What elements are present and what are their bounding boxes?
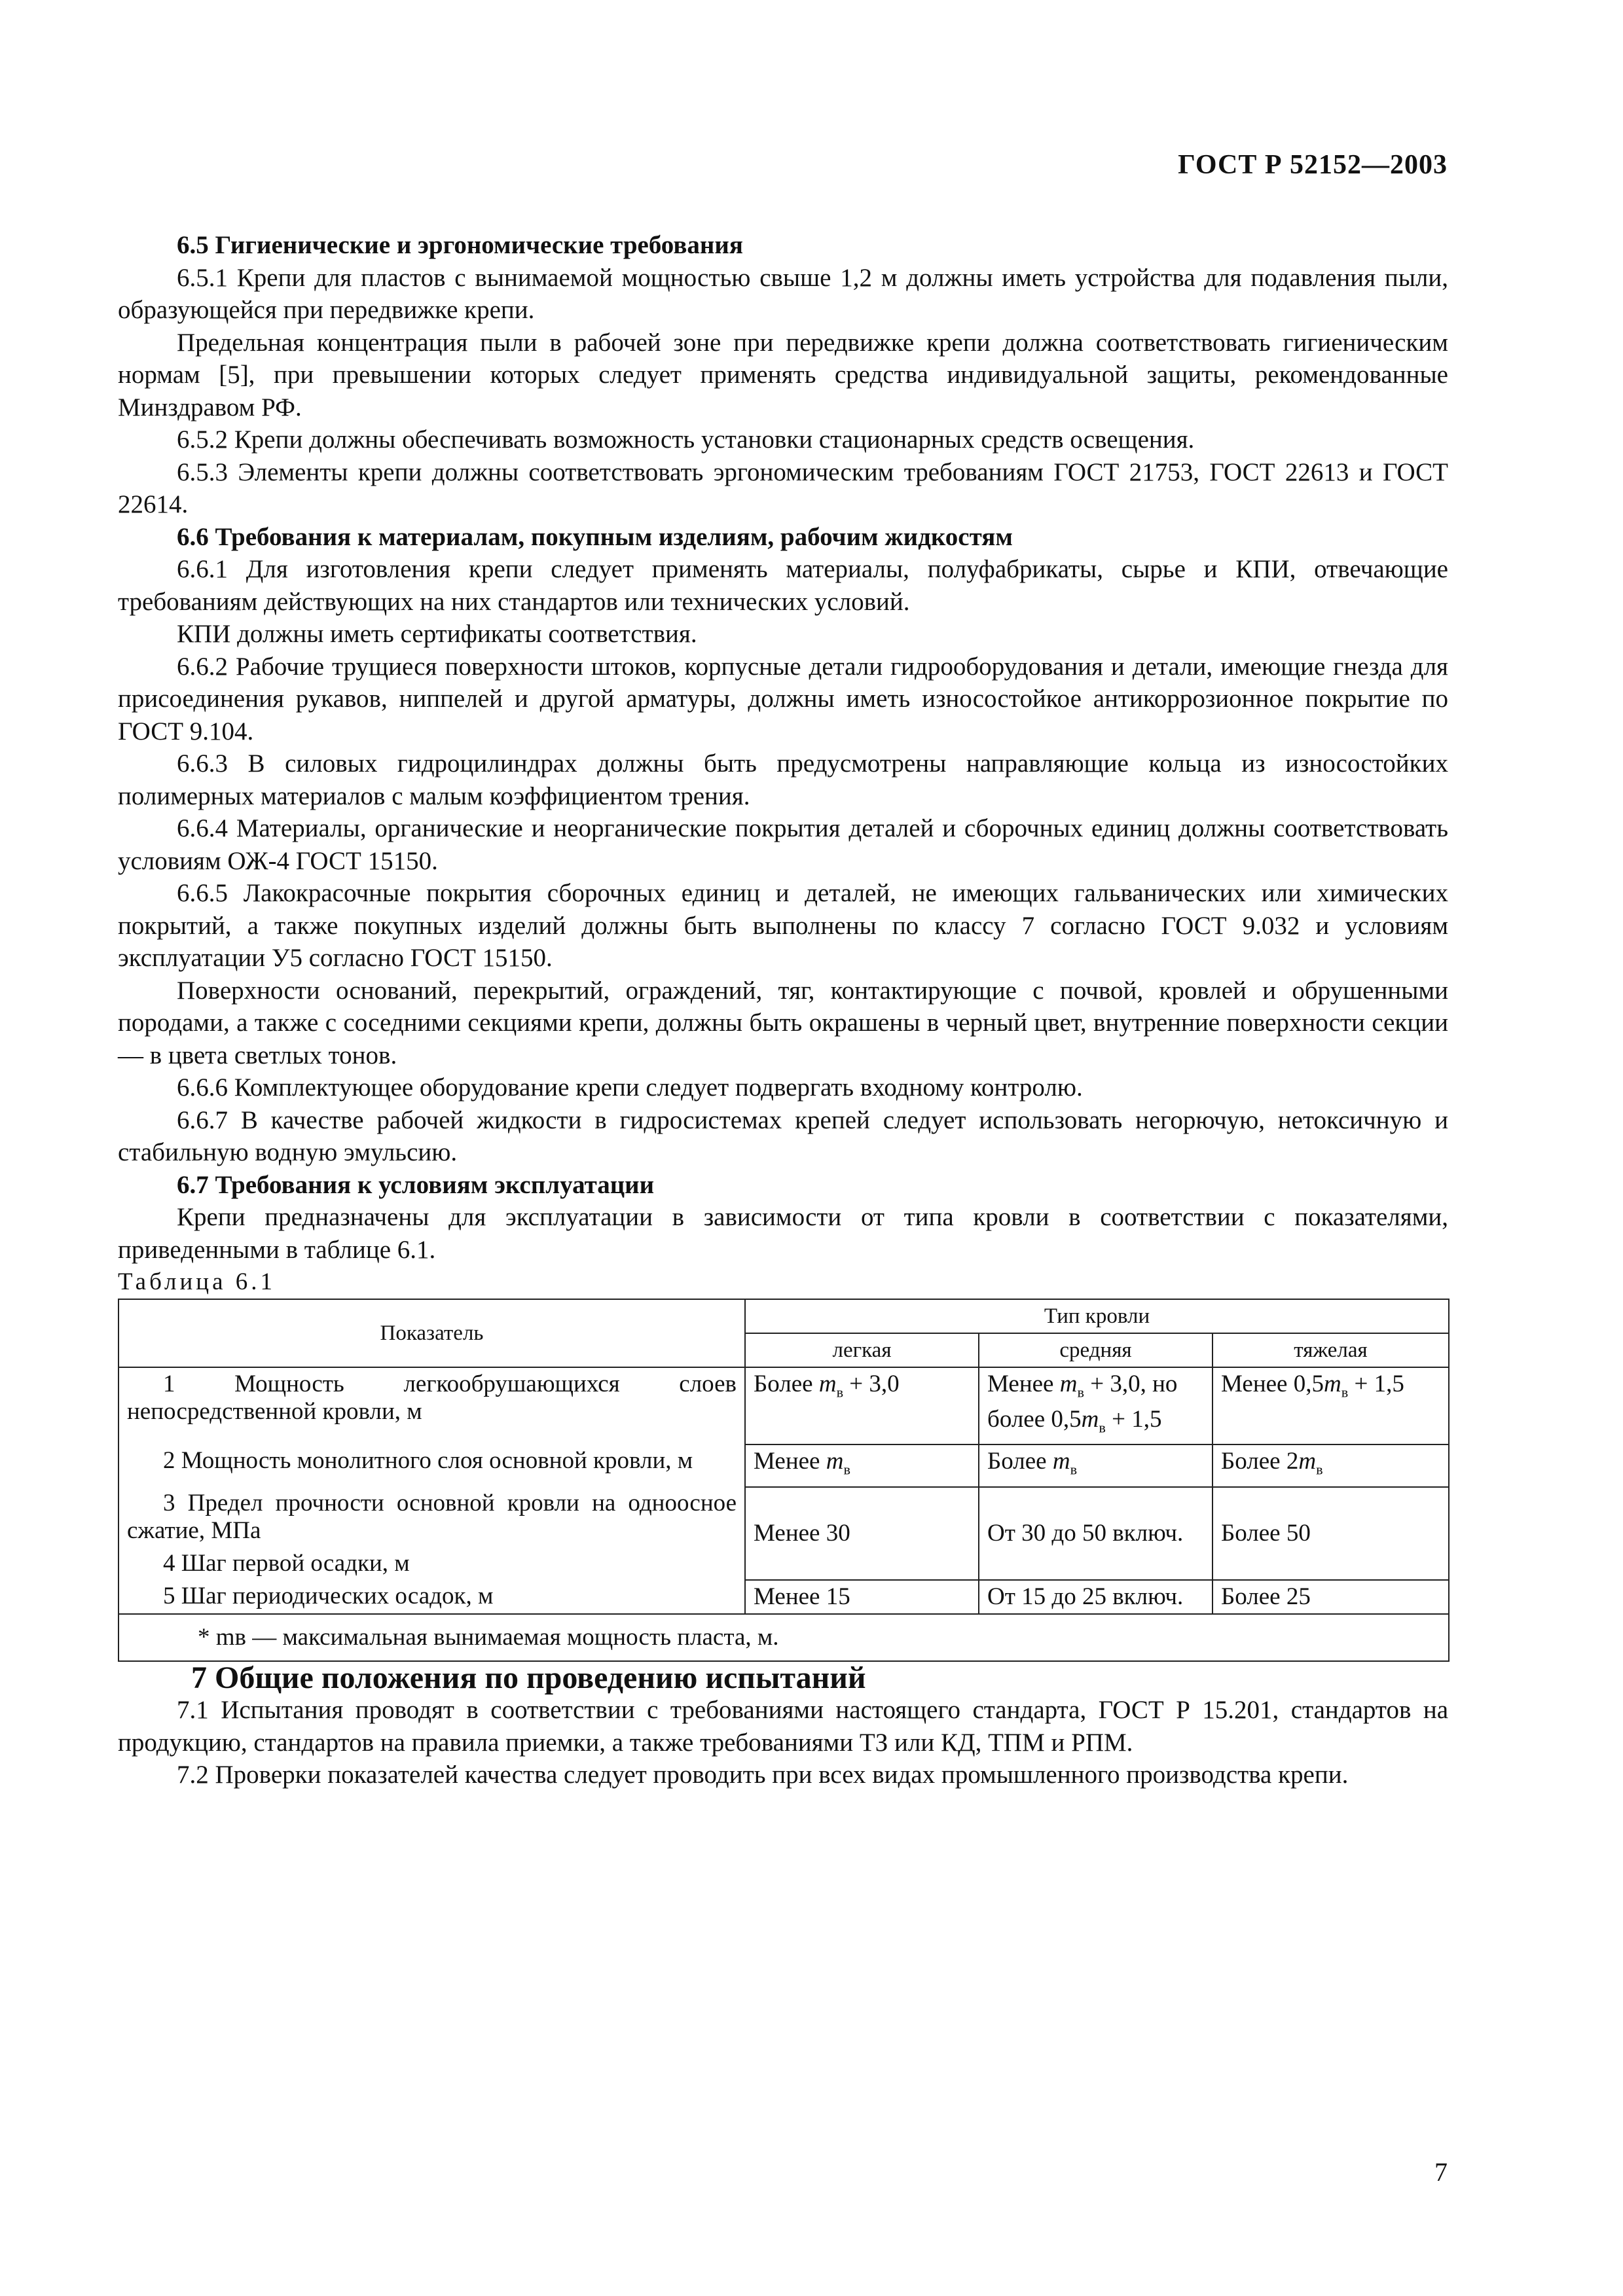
table-row bbox=[119, 1367, 1449, 1445]
table-footnote: * mв — максимальная вынимаемая мощность пласта, м. bbox=[119, 1614, 1449, 1661]
cell-heavy: Более $2m_в$ bbox=[1213, 1444, 1449, 1486]
row-label: 4 Шаг первой осадки, м bbox=[119, 1547, 745, 1580]
section-7-title: 7 Общие положения по проведению испытаний bbox=[191, 1660, 866, 1695]
cell-heavy: Более 25 bbox=[1213, 1580, 1449, 1614]
paragraph: Поверхности оснований, перекрытий, ограждений, тяг, контактирующие с почвой, кровлей и обрушенными породами, а также с соседними секциями крепи, должны быть окрашены в черный цвет, внутренние поверхности секции — в цвета светлых тонов. bbox=[118, 976, 1448, 1069]
cell-light: Менее $m_в$ bbox=[745, 1444, 979, 1486]
document-code: ГОСТ Р 52152—2003 bbox=[1178, 150, 1448, 180]
table-row bbox=[119, 1580, 1449, 1614]
cell-heavy: Менее $0,5m_в + 1,5$ bbox=[1213, 1367, 1449, 1445]
paragraph: 6.6.6 Комплектующее оборудование крепи следует подвергать входному контролю. bbox=[177, 1073, 1083, 1102]
table-6-1 bbox=[118, 1299, 1450, 1662]
page-number: 7 bbox=[1434, 2157, 1448, 2187]
paragraph: 6.6.1 Для изготовления крепи следует применять материалы, полуфабрикаты, сырье и КПИ, отвечающие требованиям действующих на них стандартов или технических условий. bbox=[118, 555, 1448, 616]
cell-medium: От 30 до 50 включ. bbox=[979, 1487, 1213, 1580]
cell-medium: Более $m_в$ bbox=[979, 1444, 1213, 1486]
cell-light: Более $m_в + 3,0$ bbox=[745, 1367, 979, 1445]
paragraph: 6.6.5 Лакокрасочные покрытия сборочных единиц и деталей, не имеющих гальванических или химических покрытий, а также покупных изделий должны быть выполнены по классу 7 согласно ГОСТ 9.032 и условиям эксплуатации У5 согласно ГОСТ 15150. bbox=[118, 879, 1448, 972]
cell-medium: От 15 до 25 включ. bbox=[979, 1580, 1213, 1614]
paragraph: Предельная концентрация пыли в рабочей зоне при передвижке крепи должна соответствовать гигиеническим нормам [5], при превышении которых следует применять средства индивидуальной защиты, рекомендованные Минздравом РФ. bbox=[118, 328, 1448, 422]
header-heavy: тяжелая bbox=[1213, 1333, 1449, 1367]
table-footnote-row bbox=[119, 1614, 1449, 1661]
table-caption: Таблица 6.1 bbox=[118, 1268, 276, 1295]
header-light: легкая bbox=[745, 1333, 979, 1367]
cell-medium: Менее $m_в + 3,0$, но более $0,5m_в + 1,5$ bbox=[979, 1367, 1213, 1445]
paragraph: 6.5.3 Элементы крепи должны соответствовать эргономическим требованиям ГОСТ 21753, ГОСТ 22613 и ГОСТ 22614. bbox=[118, 457, 1448, 518]
section-heading: 6.6 Требования к материалам, покупным изделиям, рабочим жидкостям bbox=[177, 522, 1013, 551]
paragraph-7-2: 7.2 Проверки показателей качества следует проводить при всех видах промышленного производства крепи. bbox=[177, 1761, 1349, 1789]
row-label: 3 Предел прочности основной кровли на одноосное сжатие, МПа bbox=[119, 1487, 745, 1547]
section-heading: 6.7 Требования к условиям эксплуатации bbox=[177, 1170, 655, 1199]
paragraph: 6.5.2 Крепи должны обеспечивать возможность установки стационарных средств освещения. bbox=[177, 425, 1195, 454]
paragraph-7-1: 7.1 Испытания проводят в соответствии с требованиями настоящего стандарта, ГОСТ Р 15.201, стандартов на продукцию, стандартов на правила приемки, а также требованиями ТЗ или КД, ТПМ и РПМ. bbox=[118, 1696, 1448, 1757]
row-label: 5 Шаг периодических осадок, м bbox=[119, 1580, 745, 1614]
row-label: 1 Мощность легкообрушающихся слоев непосредственной кровли, м bbox=[119, 1367, 745, 1445]
paragraph: 6.5.1 Крепи для пластов с вынимаемой мощностью свыше 1,2 м должны иметь устройства для подавления пыли, образующейся при передвижке крепи. bbox=[118, 263, 1448, 324]
section-6-text bbox=[118, 229, 1448, 1266]
table-row bbox=[119, 1487, 1449, 1547]
paragraph: 6.6.7 В качестве рабочей жидкости в гидросистемах крепей следует использовать негорючую, нетоксичную и стабильную водную эмульсию. bbox=[118, 1105, 1448, 1166]
page-content bbox=[118, 229, 1448, 1791]
cell-heavy: Более 50 bbox=[1213, 1487, 1449, 1580]
table-row bbox=[119, 1444, 1449, 1486]
paragraph: КПИ должны иметь сертификаты соответствия. bbox=[177, 620, 697, 648]
cell-light: Менее 15 bbox=[745, 1580, 979, 1614]
section-heading: 6.5 Гигиенические и эргономические требования bbox=[177, 231, 743, 259]
cell-light: Менее 30 bbox=[745, 1487, 979, 1580]
header-indicator: Показатель bbox=[119, 1299, 745, 1367]
table-header-row bbox=[119, 1299, 1449, 1333]
paragraph: Крепи предназначены для эксплуатации в зависимости от типа кровли в соответствии с показателями, приведенными в таблице 6.1. bbox=[118, 1203, 1448, 1264]
header-medium: средняя bbox=[979, 1333, 1213, 1367]
row-label: 2 Мощность монолитного слоя основной кровли, м bbox=[119, 1444, 745, 1486]
paragraph: 6.6.2 Рабочие трущиеся поверхности штоков, корпусные детали гидрооборудования и детали, имеющие гнезда для присоединения рукавов, ниппелей и другой арматуры, должны иметь износостойкое антикоррозионное покрытие по ГОСТ 9.104. bbox=[118, 652, 1448, 745]
header-roof-type: Тип кровли bbox=[745, 1299, 1449, 1333]
paragraph: 6.6.3 В силовых гидроцилиндрах должны быть предусмотрены направляющие кольца из износостойких полимерных материалов с малым коэффициентом трения. bbox=[118, 749, 1448, 810]
paragraph: 6.6.4 Материалы, органические и неорганические покрытия деталей и сборочных единиц должны соответствовать условиям ОЖ-4 ГОСТ 15150. bbox=[118, 814, 1448, 875]
